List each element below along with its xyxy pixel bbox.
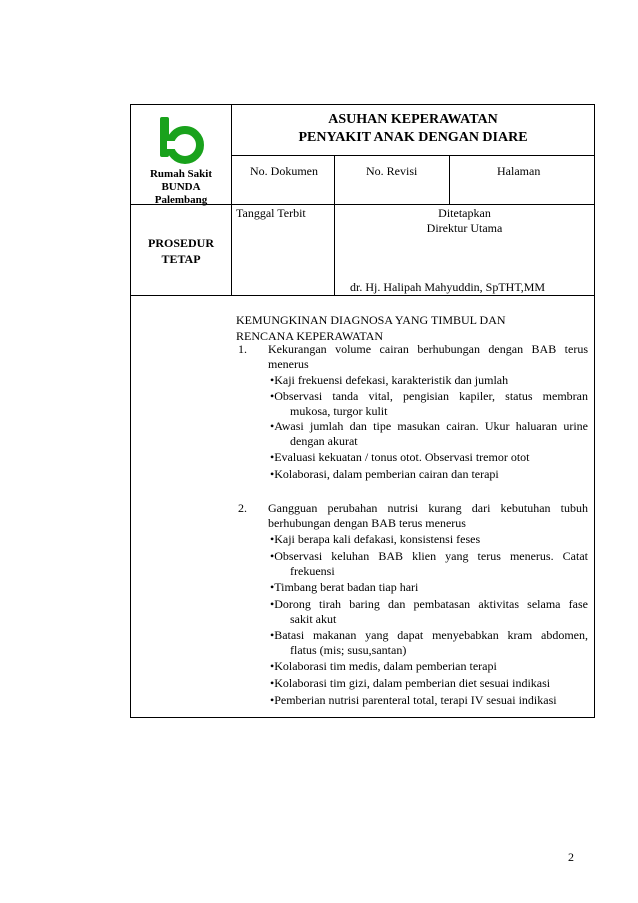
list-item: [270, 389, 588, 404]
bullet-text: Kolaborasi tim medis, dalam pemberian terapi: [274, 659, 497, 673]
procedure-line-2: TETAP: [161, 252, 201, 266]
bullet-text: Batasi makanan yang dapat menyebabkan kram abdomen,: [274, 628, 588, 642]
page-number: 2: [568, 850, 574, 864]
list-item: [270, 693, 557, 708]
issue-date-label: Tanggal Terbit: [236, 206, 306, 220]
list-item: [270, 467, 499, 482]
bullet-text: Kolaborasi, dalam pemberian cairan dan terapi: [274, 467, 499, 481]
item-title-cont: menerus: [268, 357, 309, 371]
list-item: [270, 659, 497, 674]
list-item: [270, 373, 508, 388]
hospital-line-3: Palembang: [154, 194, 208, 206]
doc-number-label: No. Dokumen: [250, 164, 318, 178]
section-heading: [236, 312, 506, 344]
signatory-name: dr. Hj. Halipah Mahyuddin, SpTHT,MM: [350, 280, 546, 294]
list-item: [270, 549, 588, 564]
list-item: [270, 597, 588, 612]
heading-line-2: RENCANA KEPERAWATAN: [236, 329, 384, 343]
bullet-text-cont: dengan akurat: [290, 434, 358, 448]
revision-label: No. Revisi: [366, 164, 418, 178]
hospital-logo: [158, 116, 206, 164]
title-line-2: PENYAKIT ANAK DENGAN DIARE: [298, 130, 528, 145]
hospital-line-2: BUNDA: [161, 181, 201, 193]
title-line-1: ASUHAN KEPERAWATAN: [328, 112, 498, 127]
approval-block: [335, 206, 594, 236]
list-item: [270, 419, 588, 434]
list-item: [270, 532, 480, 547]
page-label: Halaman: [497, 164, 541, 178]
item-number: 2.: [238, 501, 247, 515]
item-title: Kekurangan volume cairan berhubungan dengan BAB terus: [268, 342, 588, 356]
bullet-text-cont: sakit akut: [290, 612, 337, 626]
bullet-text: Observasi tanda vital, pengisian kapiler, status membran: [274, 389, 588, 403]
bullet-text: Observasi keluhan BAB klien yang terus menerus. Catat: [274, 549, 588, 563]
procedure-label: [131, 235, 231, 267]
bullet-text: Kolaborasi tim gizi, dalam pemberian diet sesuai indikasi: [274, 676, 551, 690]
list-item: [270, 450, 529, 465]
list-item: [270, 580, 418, 595]
item-number: 1.: [238, 342, 247, 356]
item-title: Gangguan perubahan nutrisi kurang dari kebutuhan tubuh: [268, 501, 588, 515]
list-item: [270, 676, 550, 691]
hospital-name: [131, 168, 231, 207]
approved-line-1: Ditetapkan: [438, 206, 491, 220]
bullet-text-cont: frekuensi: [290, 564, 335, 578]
bullet-text-cont: flatus (mis; susu,santan): [290, 643, 407, 657]
list-item: [270, 628, 588, 643]
bullet-text: Kaji frekuensi defekasi, karakteristik dan jumlah: [274, 373, 509, 387]
bullet-text: Evaluasi kekuatan / tonus otot. Observasi tremor otot: [274, 450, 530, 464]
bullet-text: Timbang berat badan tiap hari: [274, 580, 419, 594]
bullet-text: Awasi jumlah dan tipe masukan cairan. Ukur haluaran urine: [274, 419, 588, 433]
bullet-text: Kaji berapa kali defakasi, konsistensi feses: [274, 532, 481, 546]
bullet-text: Dorong tirah baring dan pembatasan aktivitas selama fase: [274, 597, 588, 611]
hospital-line-1: Rumah Sakit: [149, 168, 213, 180]
document-title: [232, 111, 594, 147]
approved-line-2: Direktur Utama: [426, 221, 503, 235]
procedure-line-1: PROSEDUR: [147, 236, 214, 250]
bullet-text-cont: mukosa, turgor kulit: [290, 404, 388, 418]
item-title-cont: berhubungan dengan BAB terus menerus: [268, 516, 466, 530]
heading-line-1: KEMUNGKINAN DIAGNOSA YANG TIMBUL DAN: [236, 313, 506, 327]
bullet-text: Pemberian nutrisi parenteral total, terapi IV sesuai indikasi: [274, 693, 557, 707]
